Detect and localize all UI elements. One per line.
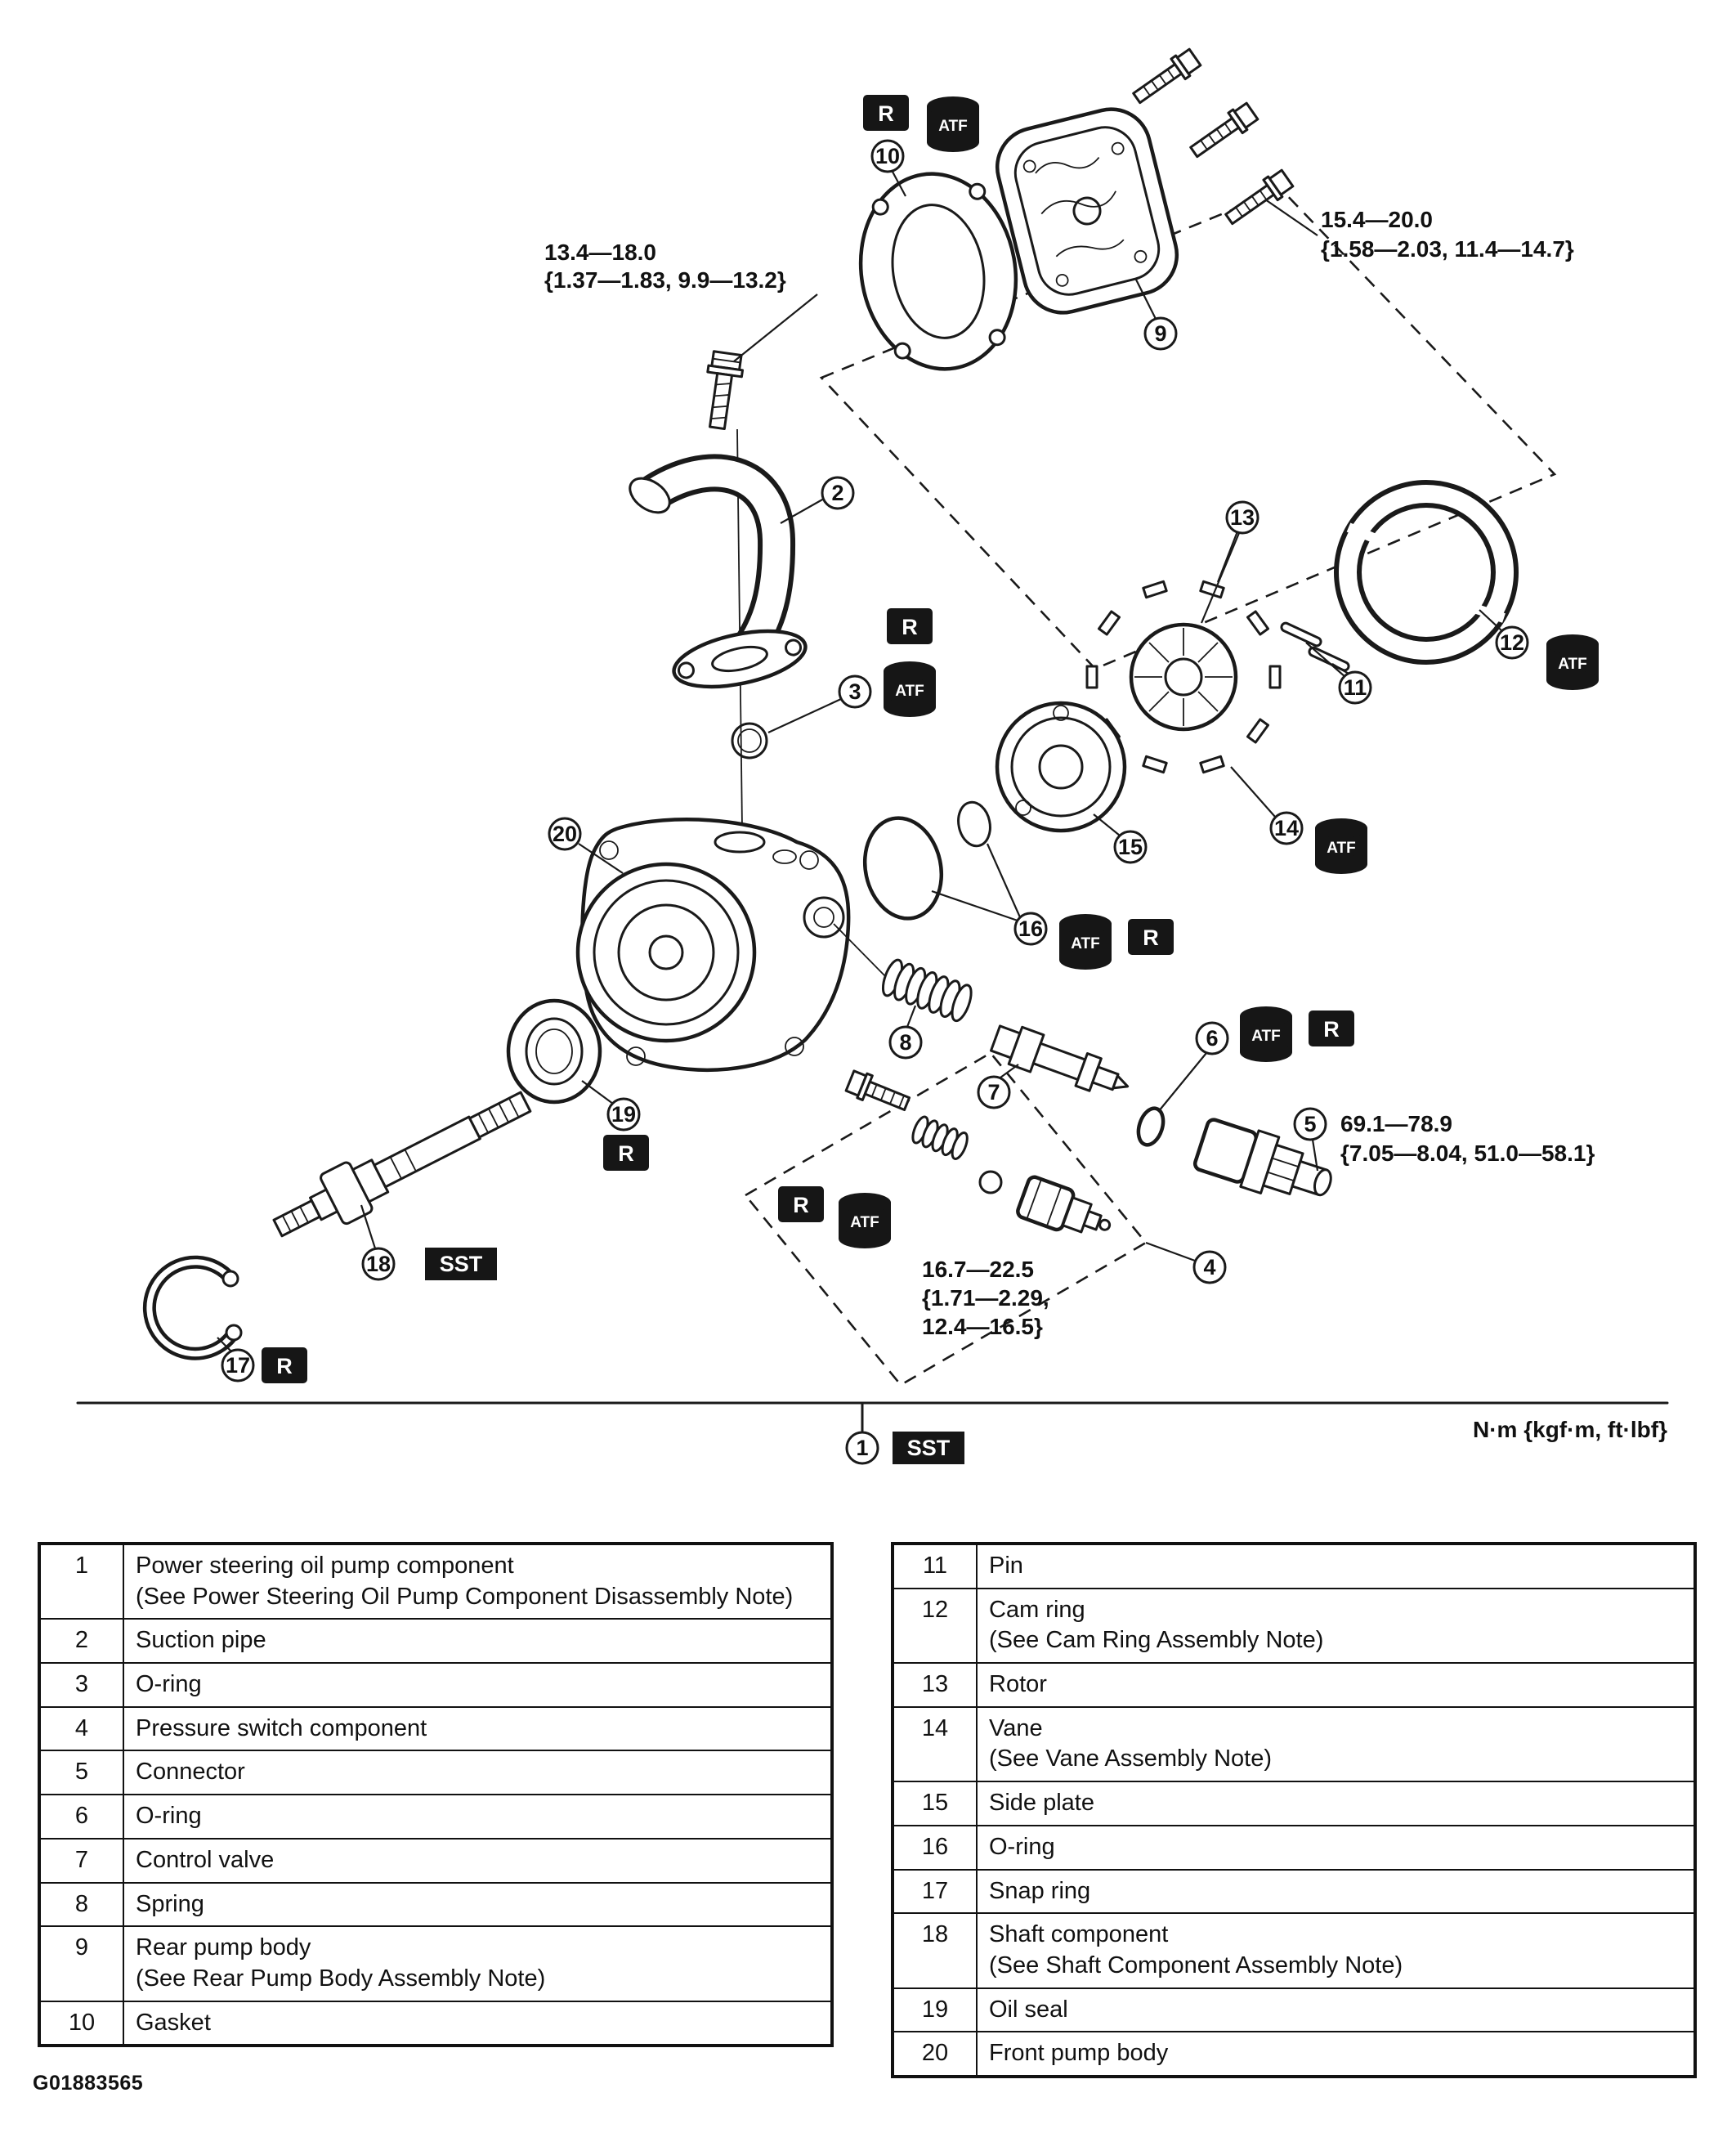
torque-spec-connector (1340, 1111, 1595, 1166)
rear-body-bolt-1 (1130, 47, 1201, 108)
replace-marker (1309, 1011, 1354, 1046)
svg-text:2: 2 (831, 481, 844, 505)
row-number: 11 (893, 1544, 977, 1589)
svg-text:69.1—78.9: 69.1—78.9 (1340, 1111, 1452, 1136)
table-row (893, 1988, 1695, 2032)
callout-14 (1271, 813, 1302, 844)
part-name: Spring (136, 1890, 204, 1917)
pins (1280, 621, 1349, 671)
row-number: 9 (39, 1926, 123, 2001)
replace-marker (863, 95, 909, 131)
rear-body-bolt-3 (1222, 168, 1294, 229)
replace-marker (778, 1186, 824, 1222)
row-number: 2 (39, 1619, 123, 1663)
part-name: Pressure switch component (136, 1714, 427, 1741)
replace-marker (262, 1347, 307, 1383)
oil-seal (508, 1001, 600, 1102)
svg-text:6: 6 (1206, 1026, 1219, 1051)
row-number: 4 (39, 1707, 123, 1751)
part-note: (See Vane Assembly Note) (989, 1745, 1273, 1772)
part-name: Side plate (989, 1790, 1094, 1817)
cam-ring (1348, 494, 1505, 651)
callout-20 (549, 818, 580, 849)
atf-marker (1240, 1006, 1292, 1062)
table-row (39, 1707, 832, 1751)
svg-text:18: 18 (365, 1252, 391, 1276)
table-row (39, 1663, 832, 1707)
svg-text:15: 15 (1117, 835, 1143, 859)
row-number: 8 (39, 1883, 123, 1927)
part-name: O-ring (136, 1803, 202, 1830)
part-note: (See Rear Pump Body Assembly Note) (136, 1965, 546, 1992)
callout-18 (363, 1248, 394, 1279)
atf-marker (1546, 634, 1599, 690)
table-row (39, 1795, 832, 1839)
figure-code: G01883565 (33, 2072, 144, 2095)
sst-marker (893, 1432, 964, 1464)
svg-text:19: 19 (611, 1102, 637, 1127)
callout-13-leader-2 (1218, 531, 1237, 582)
callout-15 (1115, 831, 1146, 863)
row-number: 13 (893, 1663, 977, 1707)
svg-text:R: R (1323, 1017, 1340, 1042)
row-number: 17 (893, 1870, 977, 1914)
callout-19 (608, 1099, 639, 1130)
svg-text:14: 14 (1273, 816, 1300, 840)
rear-body-bolt-2 (1187, 101, 1259, 162)
rear-pump-body (989, 101, 1185, 320)
callout-8 (890, 1027, 921, 1058)
row-number: 18 (893, 1913, 977, 1987)
torque-spec-pressure-switch (922, 1257, 1049, 1339)
svg-text:13.4—18.0: 13.4—18.0 (544, 240, 656, 265)
table-row (39, 1883, 832, 1927)
svg-text:{7.05—8.04, 51.0—58.1}: {7.05—8.04, 51.0—58.1} (1340, 1140, 1595, 1166)
torque-leader-suction-bolt (734, 294, 817, 361)
row-number: 1 (39, 1544, 123, 1619)
row-number: 15 (893, 1781, 977, 1826)
shaft-component (266, 1077, 539, 1253)
replace-marker (603, 1135, 649, 1171)
svg-text:R: R (618, 1141, 634, 1166)
rotor (1131, 625, 1236, 729)
svg-text:3: 3 (848, 679, 861, 704)
spring (879, 957, 975, 1023)
callout-16 (1015, 913, 1046, 944)
part-name: Vane (989, 1714, 1043, 1741)
callout-14-leader (1231, 767, 1275, 817)
callout-12 (1497, 627, 1528, 658)
svg-text:ATF: ATF (1251, 1028, 1281, 1045)
svg-text:16.7—22.5: 16.7—22.5 (922, 1257, 1034, 1282)
row-number: 3 (39, 1663, 123, 1707)
table-row (893, 1870, 1695, 1914)
table-row (893, 1707, 1695, 1781)
table-row (893, 1781, 1695, 1826)
part-note: (See Cam Ring Assembly Note) (989, 1627, 1324, 1654)
callout-11 (1340, 672, 1371, 703)
callout-7 (978, 1077, 1009, 1108)
table-row (39, 1619, 832, 1663)
baseline (78, 1403, 1667, 1431)
part-name: Connector (136, 1759, 245, 1786)
table-row (893, 1913, 1695, 1987)
callout-3-leader (768, 699, 841, 733)
part-name: Power steering oil pump component (136, 1553, 514, 1579)
o-rings-16 (856, 800, 994, 926)
svg-text:R: R (793, 1193, 809, 1217)
part-name: Control valve (136, 1846, 275, 1873)
table-row (893, 2032, 1695, 2077)
table-row (893, 1826, 1695, 1870)
atf-marker (839, 1193, 891, 1248)
callout-2 (822, 477, 853, 509)
table-row (39, 1839, 832, 1883)
table-row (893, 1589, 1695, 1663)
svg-text:20: 20 (552, 822, 578, 846)
o-ring-3 (732, 724, 767, 758)
svg-text:ATF: ATF (938, 118, 968, 135)
svg-text:10: 10 (875, 144, 901, 168)
suction-pipe (624, 472, 810, 697)
callout-15-leader (1094, 814, 1120, 836)
callout-10 (872, 141, 903, 172)
o-ring-6 (1134, 1105, 1168, 1148)
svg-text:R: R (902, 615, 918, 639)
sst-marker (425, 1248, 497, 1280)
svg-text:R: R (878, 101, 894, 126)
svg-text:17: 17 (225, 1353, 251, 1378)
part-name: Oil seal (989, 1996, 1068, 2023)
svg-text:5: 5 (1304, 1112, 1317, 1136)
part-name: Pin (989, 1553, 1023, 1579)
svg-text:{1.37—1.83, 9.9—13.2}: {1.37—1.83, 9.9—13.2} (544, 267, 786, 293)
svg-text:ATF: ATF (895, 683, 924, 700)
svg-text:11: 11 (1343, 675, 1367, 700)
row-number: 5 (39, 1750, 123, 1795)
parts-table-right (891, 1542, 1697, 2078)
row-number: 14 (893, 1707, 977, 1781)
part-note: (See Power Steering Oil Pump Component Disassembly Note) (136, 1583, 794, 1610)
svg-text:SST: SST (906, 1436, 951, 1460)
callout-16-leader-2 (932, 891, 1018, 921)
callout-17 (222, 1350, 253, 1381)
torque-spec-rear-bolts (1321, 207, 1574, 262)
part-name: Suction pipe (136, 1627, 266, 1654)
units-label: N·m {kgf·m, ft·lbf} (1473, 1417, 1667, 1442)
part-name: Rear pump body (136, 1934, 311, 1961)
atf-marker (884, 661, 936, 717)
row-number: 6 (39, 1795, 123, 1839)
svg-text:16: 16 (1018, 916, 1044, 941)
atf-marker (1059, 914, 1112, 970)
svg-text:12: 12 (1499, 630, 1525, 655)
svg-text:ATF: ATF (850, 1214, 879, 1231)
svg-text:ATF: ATF (1071, 935, 1100, 952)
part-name: Snap ring (989, 1877, 1091, 1904)
callout-6 (1197, 1023, 1228, 1054)
svg-text:12.4—16.5}: 12.4—16.5} (922, 1314, 1043, 1339)
callout-8-leader (907, 1006, 915, 1027)
svg-text:{1.71—2.29,: {1.71—2.29, (922, 1285, 1049, 1311)
svg-text:13: 13 (1229, 505, 1255, 530)
callout-4 (1194, 1252, 1225, 1283)
snap-ring (150, 1262, 241, 1354)
row-number: 19 (893, 1988, 977, 2032)
front-pump-body (578, 819, 848, 1069)
part-name: Cam ring (989, 1596, 1085, 1623)
svg-text:ATF: ATF (1558, 656, 1587, 673)
replace-marker (1128, 919, 1174, 955)
table-row (39, 1926, 832, 2001)
atf-marker (1315, 818, 1367, 874)
callout-19-leader (582, 1081, 613, 1104)
pressure-switch-spring (910, 1115, 970, 1161)
table-row (893, 1544, 1695, 1589)
part-note: (See Shaft Component Assembly Note) (989, 1952, 1403, 1978)
svg-text:R: R (1143, 925, 1159, 950)
part-name: Gasket (136, 2009, 211, 2036)
svg-text:15.4—20.0: 15.4—20.0 (1321, 207, 1433, 232)
atf-marker (927, 96, 979, 152)
row-number: 12 (893, 1589, 977, 1663)
pressure-switch-bolt (845, 1069, 912, 1116)
parts-table-left (38, 1542, 834, 2047)
svg-text:9: 9 (1154, 321, 1167, 346)
table-row (39, 1544, 832, 1619)
pressure-switch (1016, 1176, 1116, 1247)
suction-pipe-bolt (700, 351, 745, 430)
callout-6-leader (1158, 1053, 1206, 1112)
torque-spec-suction-bolt (544, 240, 786, 293)
callout-3 (839, 676, 870, 707)
svg-text:4: 4 (1203, 1255, 1216, 1279)
part-name: Front pump body (989, 2040, 1169, 2067)
callout-5 (1295, 1109, 1326, 1140)
callout-16-leader (987, 844, 1020, 917)
row-number: 7 (39, 1839, 123, 1883)
pressure-switch-o-ring (980, 1172, 1001, 1193)
svg-text:7: 7 (987, 1080, 1000, 1105)
callout-13 (1227, 502, 1258, 533)
callout-4-leader (1146, 1243, 1195, 1261)
side-plate (997, 703, 1125, 831)
row-number: 16 (893, 1826, 977, 1870)
row-number: 10 (39, 2001, 123, 2046)
part-name: Rotor (989, 1671, 1047, 1698)
callout-1 (847, 1432, 878, 1463)
svg-text:ATF: ATF (1327, 840, 1356, 857)
part-name: O-ring (989, 1833, 1055, 1860)
svg-text:{1.58—2.03, 11.4—14.7}: {1.58—2.03, 11.4—14.7} (1321, 236, 1574, 262)
svg-text:8: 8 (899, 1030, 912, 1055)
table-row (893, 1663, 1695, 1707)
svg-text:R: R (276, 1354, 293, 1378)
table-row (39, 1750, 832, 1795)
part-name: O-ring (136, 1671, 202, 1698)
callout-9 (1145, 318, 1176, 349)
svg-text:SST: SST (439, 1252, 483, 1276)
table-row (39, 2001, 832, 2046)
svg-text:1: 1 (856, 1436, 869, 1460)
row-number: 20 (893, 2032, 977, 2077)
part-name: Shaft component (989, 1921, 1169, 1948)
replace-marker (887, 608, 933, 644)
